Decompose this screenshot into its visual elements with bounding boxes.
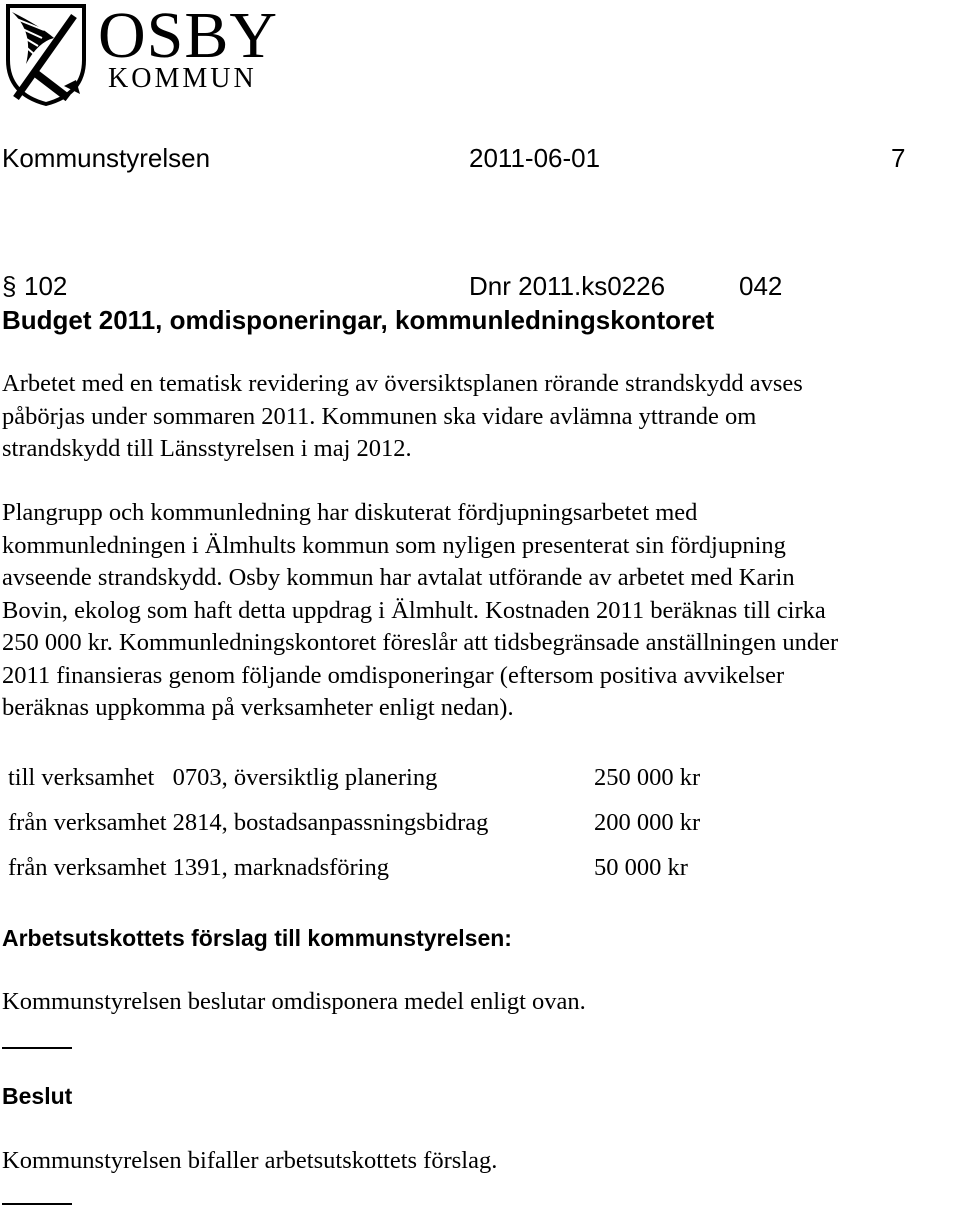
decision-text: Kommunstyrelsen bifaller arbetsutskottets förslag. (2, 1147, 498, 1174)
allocation-description: till verksamhet 0703, översiktlig planering (8, 764, 438, 791)
paragraph-line: Arbetet med en tematisk revidering av översiktsplanen rörande strandskydd avses (2, 370, 803, 397)
section-number: 102 (24, 271, 68, 301)
divider (2, 1203, 72, 1205)
allocation-amount: 200 000 kr (594, 809, 701, 836)
section-code: 042 (739, 271, 783, 301)
decision-heading: Beslut (2, 1083, 73, 1109)
paragraph-line: Plangrupp och kommunledning har diskuterat fördjupningsarbetet med (2, 499, 698, 526)
divider (2, 1047, 72, 1049)
paragraph-line: påbörjas under sommaren 2011. Kommunen ska vidare avlämna yttrande om (2, 402, 757, 430)
header-date: 2011-06-01 (469, 143, 601, 173)
paragraph-line: kommunledningen i Älmhults kommun som nyligen presenterat sin fördjupning (2, 531, 786, 559)
allocation-description: från verksamhet 2814, bostadsanpassningsbidrag (8, 809, 489, 836)
paragraph-line: avseende strandskydd. Osby kommun har avtalat utförande av arbetet med Karin (2, 564, 795, 591)
paragraph-1 (2, 368, 957, 466)
header-body: Kommunstyrelsen (2, 143, 211, 173)
paragraph-line: 250 000 kr. Kommunledningskontoret föreslår att tidsbegränsade anställningen under (2, 629, 839, 656)
paragraph-line: 2011 finansieras genom följande omdisponeringar (eftersom positiva avvikelser (2, 661, 785, 689)
diary-number: Dnr 2011.ks0226 (469, 271, 666, 301)
proposal-text: Kommunstyrelsen beslutar omdisponera medel enligt ovan. (2, 988, 586, 1015)
paragraph-line: beräknas uppkomma på verksamheter enligt nedan). (2, 694, 514, 721)
proposal-heading: Arbetsutskottets förslag till kommunstyrelsen: (2, 925, 512, 951)
paragraph-line: strandskydd till Länsstyrelsen i maj 2012. (2, 435, 412, 462)
section-title: Budget 2011, omdisponeringar, kommunledningskontoret (2, 305, 715, 335)
allocation-amount: 50 000 kr (594, 854, 688, 881)
osby-crest-icon (4, 2, 88, 106)
logo-name: OSBY (98, 0, 279, 72)
allocation-amount: 250 000 kr (594, 764, 701, 791)
allocation-description: från verksamhet 1391, marknadsföring (8, 854, 389, 881)
page-number: 7 (891, 143, 906, 173)
section-symbol: § (2, 271, 17, 301)
paragraph-2 (2, 497, 957, 725)
logo-subname: KOMMUN (108, 63, 257, 94)
paragraph-line: Bovin, ekolog som haft detta uppdrag i Älmhult. Kostnaden 2011 beräknas till cirka (2, 596, 826, 624)
